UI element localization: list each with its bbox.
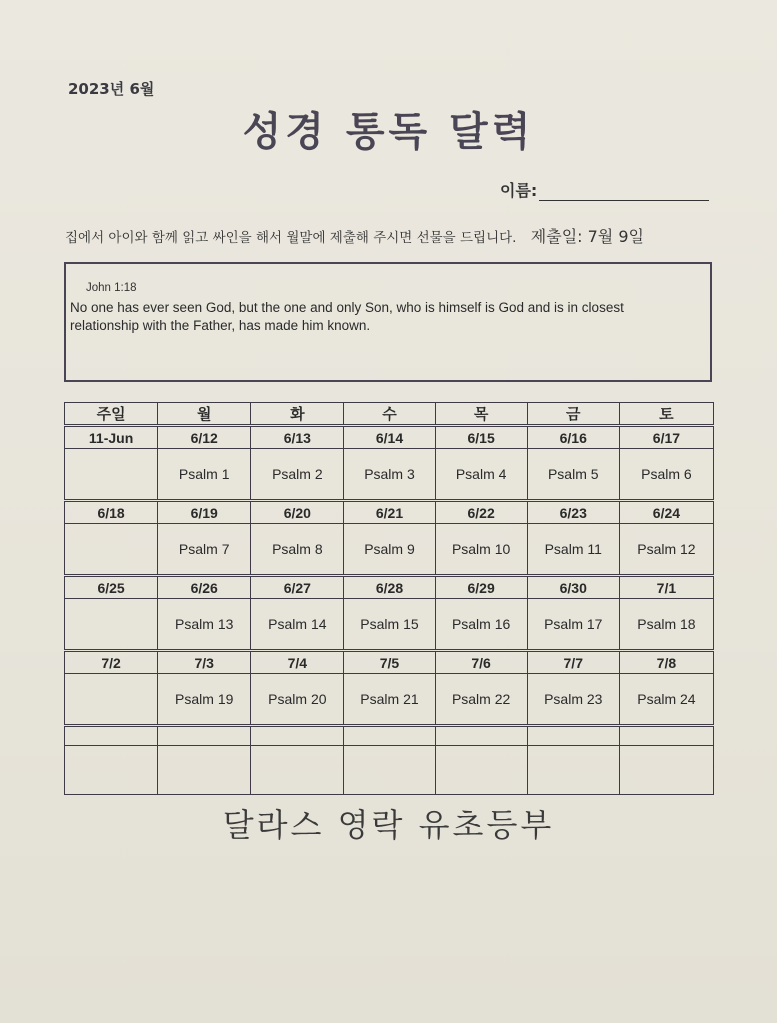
weekday-header-row [65, 403, 714, 426]
date-cell: 6/13 [251, 426, 344, 449]
reading-cell [65, 449, 158, 501]
reading-row [65, 524, 714, 576]
verse-text: No one has ever seen God, but the one and only Son, who is himself is God and is in closest relationship with the Father, has made him known. [70, 300, 624, 333]
reading-cell [65, 524, 158, 576]
date-cell: 7/2 [65, 651, 158, 674]
date-cell: 7/4 [251, 651, 344, 674]
weekday-header: 주일 [65, 403, 158, 426]
date-cell: 6/23 [527, 501, 619, 524]
reading-cell: Psalm 5 [527, 449, 619, 501]
reading-cell: Psalm 12 [619, 524, 713, 576]
date-row [65, 426, 714, 449]
reading-cell [65, 674, 158, 726]
empty-cell [619, 746, 713, 795]
reading-cell: Psalm 3 [344, 449, 435, 501]
month-label: 2023년 6월 [68, 80, 155, 98]
reading-cell: Psalm 22 [435, 674, 527, 726]
reading-cell: Psalm 8 [251, 524, 344, 576]
empty-reading-row [65, 746, 714, 795]
empty-cell [158, 726, 251, 746]
reading-cell: Psalm 15 [344, 599, 435, 651]
date-cell: 6/28 [344, 576, 435, 599]
date-cell: 11-Jun [65, 426, 158, 449]
reading-cell: Psalm 18 [619, 599, 713, 651]
page-title: 성경 통독 달력 [242, 109, 535, 155]
weekday-header: 수 [344, 403, 435, 426]
date-cell: 6/12 [158, 426, 251, 449]
name-blank-line [539, 186, 709, 201]
empty-cell [251, 746, 344, 795]
date-cell: 7/7 [527, 651, 619, 674]
due-date-label: 제출일: 7월 9일 [530, 227, 644, 246]
verse-reference: John 1:18 [86, 282, 137, 294]
date-cell: 6/26 [158, 576, 251, 599]
reading-cell [65, 599, 158, 651]
name-field [500, 178, 709, 201]
empty-cell [527, 726, 619, 746]
empty-cell [527, 746, 619, 795]
date-cell: 6/22 [435, 501, 527, 524]
empty-cell [65, 746, 158, 795]
date-cell: 6/29 [435, 576, 527, 599]
date-cell: 6/21 [344, 501, 435, 524]
date-cell: 6/20 [251, 501, 344, 524]
reading-cell: Psalm 2 [251, 449, 344, 501]
reading-cell: Psalm 6 [619, 449, 713, 501]
empty-cell [435, 726, 527, 746]
weekday-header: 월 [158, 403, 251, 426]
date-cell: 7/3 [158, 651, 251, 674]
reading-cell: Psalm 19 [158, 674, 251, 726]
reading-cell: Psalm 23 [527, 674, 619, 726]
reading-cell: Psalm 4 [435, 449, 527, 501]
reading-cell: Psalm 11 [527, 524, 619, 576]
reading-cell: Psalm 7 [158, 524, 251, 576]
reading-cell: Psalm 24 [619, 674, 713, 726]
organization-footer: 달라스 영락 유초등부 [222, 806, 555, 844]
date-cell: 7/6 [435, 651, 527, 674]
instruction-text: 집에서 아이와 함께 읽고 싸인을 해서 월말에 제출해 주시면 선물을 드립니다. [65, 230, 517, 246]
weekday-header: 금 [527, 403, 619, 426]
date-cell: 6/27 [251, 576, 344, 599]
reading-cell: Psalm 14 [251, 599, 344, 651]
date-cell: 6/18 [65, 501, 158, 524]
date-cell: 6/30 [527, 576, 619, 599]
date-cell: 6/24 [619, 501, 713, 524]
empty-cell [344, 726, 435, 746]
reading-calendar-table [64, 402, 714, 795]
date-cell: 6/25 [65, 576, 158, 599]
date-cell: 7/5 [344, 651, 435, 674]
reading-cell: Psalm 20 [251, 674, 344, 726]
date-cell: 7/1 [619, 576, 713, 599]
date-cell: 6/19 [158, 501, 251, 524]
reading-cell: Psalm 1 [158, 449, 251, 501]
empty-cell [344, 746, 435, 795]
reading-cell: Psalm 13 [158, 599, 251, 651]
reading-cell: Psalm 16 [435, 599, 527, 651]
empty-cell [158, 746, 251, 795]
reading-cell: Psalm 9 [344, 524, 435, 576]
empty-cell [251, 726, 344, 746]
instruction-line [65, 224, 644, 247]
reading-row [65, 449, 714, 501]
reading-cell: Psalm 17 [527, 599, 619, 651]
weekday-header: 목 [435, 403, 527, 426]
date-row [65, 651, 714, 674]
date-row [65, 576, 714, 599]
weekday-header: 화 [251, 403, 344, 426]
reading-cell: Psalm 10 [435, 524, 527, 576]
date-cell: 6/14 [344, 426, 435, 449]
reading-cell: Psalm 21 [344, 674, 435, 726]
empty-date-row [65, 726, 714, 746]
weekday-header: 토 [619, 403, 713, 426]
reading-row [65, 599, 714, 651]
reading-row [65, 674, 714, 726]
date-cell: 6/15 [435, 426, 527, 449]
date-row [65, 501, 714, 524]
date-cell: 7/8 [619, 651, 713, 674]
empty-cell [435, 746, 527, 795]
name-label: 이름: [500, 181, 538, 200]
date-cell: 6/16 [527, 426, 619, 449]
empty-cell [65, 726, 158, 746]
date-cell: 6/17 [619, 426, 713, 449]
empty-cell [619, 726, 713, 746]
memory-verse-box [64, 262, 712, 382]
